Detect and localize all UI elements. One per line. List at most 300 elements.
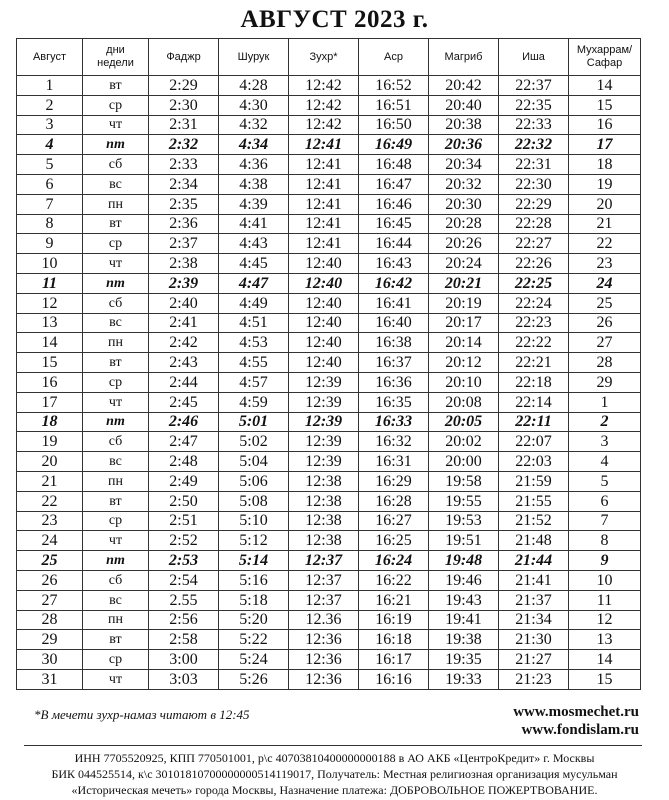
header-maghrib: Магриб	[429, 39, 499, 76]
table-row	[17, 630, 641, 650]
header-shuruk: Шурук	[219, 39, 289, 76]
day-cell: 10	[17, 254, 83, 274]
zuhr-cell: 12:40	[289, 273, 359, 293]
isha-cell: 21:34	[499, 610, 569, 630]
shuruk-cell: 4:49	[219, 293, 289, 313]
day-cell: 11	[17, 273, 83, 293]
table-row	[17, 333, 641, 353]
asr-cell: 16:29	[359, 471, 429, 491]
table-row	[17, 174, 641, 194]
isha-cell: 22:11	[499, 412, 569, 432]
zuhr-cell: 12:37	[289, 570, 359, 590]
table-row	[17, 313, 641, 333]
day-cell: 15	[17, 353, 83, 373]
asr-cell: 16:41	[359, 293, 429, 313]
isha-cell: 21:59	[499, 471, 569, 491]
shuruk-cell: 5:26	[219, 669, 289, 689]
header-weekday: дни недели	[83, 39, 149, 76]
hijri-cell: 3	[569, 432, 641, 452]
bank-details-line-3: «Историческая мечеть» города Москвы, Назначение платежа: ДОБРОВОЛЬНОЕ ПОЖЕРТВОВАНИЕ.	[71, 783, 598, 797]
hijri-cell: 17	[569, 135, 641, 155]
maghrib-cell: 19:55	[429, 491, 499, 511]
day-cell: 16	[17, 372, 83, 392]
asr-cell: 16:47	[359, 174, 429, 194]
shuruk-cell: 5:06	[219, 471, 289, 491]
weekday-cell: ср	[83, 95, 149, 115]
table-body	[17, 76, 641, 690]
fajr-cell: 2:45	[149, 392, 219, 412]
asr-cell: 16:22	[359, 570, 429, 590]
hijri-cell: 9	[569, 551, 641, 571]
zuhr-cell: 12:38	[289, 471, 359, 491]
table-row	[17, 432, 641, 452]
shuruk-cell: 5:16	[219, 570, 289, 590]
zuhr-cell: 12:38	[289, 511, 359, 531]
shuruk-cell: 5:14	[219, 551, 289, 571]
zuhr-cell: 12:39	[289, 392, 359, 412]
maghrib-cell: 20:28	[429, 214, 499, 234]
asr-cell: 16:49	[359, 135, 429, 155]
day-cell: 24	[17, 531, 83, 551]
hijri-cell: 28	[569, 353, 641, 373]
day-cell: 14	[17, 333, 83, 353]
table-row	[17, 570, 641, 590]
day-cell: 9	[17, 234, 83, 254]
hijri-cell: 23	[569, 254, 641, 274]
day-cell: 7	[17, 194, 83, 214]
shuruk-cell: 4:45	[219, 254, 289, 274]
asr-cell: 16:21	[359, 590, 429, 610]
asr-cell: 16:28	[359, 491, 429, 511]
fajr-cell: 2:42	[149, 333, 219, 353]
fajr-cell: 2:43	[149, 353, 219, 373]
asr-cell: 16:33	[359, 412, 429, 432]
table-row	[17, 511, 641, 531]
fajr-cell: 2:36	[149, 214, 219, 234]
isha-cell: 21:37	[499, 590, 569, 610]
table-row	[17, 293, 641, 313]
asr-cell: 16:24	[359, 551, 429, 571]
website-mosmechet[interactable]: www.mosmechet.ru	[513, 704, 639, 720]
asr-cell: 16:36	[359, 372, 429, 392]
weekday-cell: сб	[83, 155, 149, 175]
asr-cell: 16:17	[359, 650, 429, 670]
hijri-cell: 7	[569, 511, 641, 531]
shuruk-cell: 4:39	[219, 194, 289, 214]
weekday-cell: пт	[83, 135, 149, 155]
maghrib-cell: 19:33	[429, 669, 499, 689]
isha-cell: 22:35	[499, 95, 569, 115]
maghrib-cell: 19:43	[429, 590, 499, 610]
maghrib-cell: 20:36	[429, 135, 499, 155]
fajr-cell: 2:50	[149, 491, 219, 511]
header-fajr: Фаджр	[149, 39, 219, 76]
maghrib-cell: 20:05	[429, 412, 499, 432]
weekday-cell: чт	[83, 531, 149, 551]
day-cell: 5	[17, 155, 83, 175]
shuruk-cell: 4:47	[219, 273, 289, 293]
weekday-cell: вс	[83, 174, 149, 194]
shuruk-cell: 5:10	[219, 511, 289, 531]
table-row	[17, 353, 641, 373]
maghrib-cell: 20:00	[429, 452, 499, 472]
weekday-cell: ср	[83, 650, 149, 670]
zuhr-cell: 12:37	[289, 551, 359, 571]
day-cell: 3	[17, 115, 83, 135]
weekday-cell: сб	[83, 570, 149, 590]
fajr-cell: 2:49	[149, 471, 219, 491]
shuruk-cell: 4:51	[219, 313, 289, 333]
shuruk-cell: 4:55	[219, 353, 289, 373]
hijri-cell: 29	[569, 372, 641, 392]
fajr-cell: 2:35	[149, 194, 219, 214]
divider	[24, 745, 642, 746]
prayer-schedule-table	[16, 38, 641, 690]
shuruk-cell: 5:12	[219, 531, 289, 551]
hijri-cell: 4	[569, 452, 641, 472]
shuruk-cell: 4:41	[219, 214, 289, 234]
asr-cell: 16:35	[359, 392, 429, 412]
maghrib-cell: 19:48	[429, 551, 499, 571]
hijri-cell: 27	[569, 333, 641, 353]
maghrib-cell: 20:42	[429, 76, 499, 96]
isha-cell: 22:07	[499, 432, 569, 452]
day-cell: 17	[17, 392, 83, 412]
maghrib-cell: 20:21	[429, 273, 499, 293]
isha-cell: 22:27	[499, 234, 569, 254]
weekday-cell: вт	[83, 630, 149, 650]
isha-cell: 22:31	[499, 155, 569, 175]
hijri-cell: 24	[569, 273, 641, 293]
maghrib-cell: 19:35	[429, 650, 499, 670]
isha-cell: 21:48	[499, 531, 569, 551]
table-row	[17, 491, 641, 511]
zuhr-cell: 12:40	[289, 353, 359, 373]
maghrib-cell: 20:14	[429, 333, 499, 353]
table-row	[17, 610, 641, 630]
maghrib-cell: 20:30	[429, 194, 499, 214]
fajr-cell: 2:31	[149, 115, 219, 135]
zuhr-cell: 12:40	[289, 333, 359, 353]
shuruk-cell: 5:18	[219, 590, 289, 610]
hijri-cell: 8	[569, 531, 641, 551]
asr-cell: 16:40	[359, 313, 429, 333]
weekday-cell: сб	[83, 293, 149, 313]
fajr-cell: 2:52	[149, 531, 219, 551]
table-row	[17, 76, 641, 96]
maghrib-cell: 20:10	[429, 372, 499, 392]
maghrib-cell: 20:32	[429, 174, 499, 194]
table-row	[17, 214, 641, 234]
shuruk-cell: 5:22	[219, 630, 289, 650]
table-row	[17, 531, 641, 551]
table-row	[17, 155, 641, 175]
asr-cell: 16:51	[359, 95, 429, 115]
hijri-cell: 6	[569, 491, 641, 511]
weekday-cell: вс	[83, 452, 149, 472]
isha-cell: 21:30	[499, 630, 569, 650]
zuhr-cell: 12:37	[289, 590, 359, 610]
isha-cell: 21:52	[499, 511, 569, 531]
asr-cell: 16:44	[359, 234, 429, 254]
weekday-cell: пн	[83, 333, 149, 353]
asr-cell: 16:27	[359, 511, 429, 531]
isha-cell: 22:18	[499, 372, 569, 392]
zuhr-cell: 12:36	[289, 630, 359, 650]
zuhr-cell: 12:38	[289, 491, 359, 511]
hijri-cell: 13	[569, 630, 641, 650]
zuhr-cell: 12:42	[289, 76, 359, 96]
shuruk-cell: 4:36	[219, 155, 289, 175]
day-cell: 31	[17, 669, 83, 689]
fajr-cell: 2:46	[149, 412, 219, 432]
asr-cell: 16:19	[359, 610, 429, 630]
fajr-cell: 2:53	[149, 551, 219, 571]
hijri-cell: 1	[569, 392, 641, 412]
fajr-cell: 2:51	[149, 511, 219, 531]
asr-cell: 16:48	[359, 155, 429, 175]
maghrib-cell: 19:41	[429, 610, 499, 630]
hijri-cell: 14	[569, 650, 641, 670]
isha-cell: 22:21	[499, 353, 569, 373]
fajr-cell: 2:37	[149, 234, 219, 254]
zuhr-cell: 12:41	[289, 234, 359, 254]
table-row	[17, 590, 641, 610]
asr-cell: 16:52	[359, 76, 429, 96]
table-row	[17, 551, 641, 571]
fajr-cell: 2:33	[149, 155, 219, 175]
shuruk-cell: 5:20	[219, 610, 289, 630]
hijri-cell: 16	[569, 115, 641, 135]
hijri-cell: 11	[569, 590, 641, 610]
header-isha: Иша	[499, 39, 569, 76]
table-row	[17, 471, 641, 491]
maghrib-cell: 19:53	[429, 511, 499, 531]
isha-cell: 21:27	[499, 650, 569, 670]
zuhr-cell: 12:41	[289, 214, 359, 234]
weekday-cell: чт	[83, 115, 149, 135]
table-row	[17, 669, 641, 689]
isha-cell: 22:32	[499, 135, 569, 155]
day-cell: 12	[17, 293, 83, 313]
hijri-cell: 21	[569, 214, 641, 234]
fajr-cell: 2:29	[149, 76, 219, 96]
weekday-cell: пн	[83, 610, 149, 630]
isha-cell: 22:14	[499, 392, 569, 412]
isha-cell: 21:23	[499, 669, 569, 689]
zuhr-cell: 12:42	[289, 95, 359, 115]
maghrib-cell: 19:58	[429, 471, 499, 491]
bank-details-line-2: БИК 044525514, к\с 30101810700000000514119017, Получатель: Местная религиозная организация мусульман	[51, 767, 618, 781]
table-row	[17, 650, 641, 670]
fajr-cell: 2:48	[149, 452, 219, 472]
asr-cell: 16:45	[359, 214, 429, 234]
hijri-cell: 10	[569, 570, 641, 590]
isha-cell: 22:23	[499, 313, 569, 333]
zuhr-cell: 12:39	[289, 412, 359, 432]
zuhr-cell: 12:39	[289, 432, 359, 452]
hijri-cell: 12	[569, 610, 641, 630]
maghrib-cell: 20:08	[429, 392, 499, 412]
maghrib-cell: 20:38	[429, 115, 499, 135]
shuruk-cell: 5:04	[219, 452, 289, 472]
zuhr-cell: 12:39	[289, 452, 359, 472]
shuruk-cell: 4:38	[219, 174, 289, 194]
asr-cell: 16:43	[359, 254, 429, 274]
day-cell: 21	[17, 471, 83, 491]
isha-cell: 22:29	[499, 194, 569, 214]
day-cell: 26	[17, 570, 83, 590]
day-cell: 1	[17, 76, 83, 96]
isha-cell: 22:03	[499, 452, 569, 472]
shuruk-cell: 4:28	[219, 76, 289, 96]
isha-cell: 22:30	[499, 174, 569, 194]
zuhr-cell: 12:38	[289, 531, 359, 551]
maghrib-cell: 20:02	[429, 432, 499, 452]
asr-cell: 16:25	[359, 531, 429, 551]
shuruk-cell: 5:01	[219, 412, 289, 432]
day-cell: 19	[17, 432, 83, 452]
table-row	[17, 194, 641, 214]
fajr-cell: 2:54	[149, 570, 219, 590]
maghrib-cell: 19:38	[429, 630, 499, 650]
fajr-cell: 2:30	[149, 95, 219, 115]
hijri-cell: 22	[569, 234, 641, 254]
shuruk-cell: 4:32	[219, 115, 289, 135]
day-cell: 20	[17, 452, 83, 472]
header-zuhr: Зухр*	[289, 39, 359, 76]
shuruk-cell: 4:59	[219, 392, 289, 412]
day-cell: 8	[17, 214, 83, 234]
fajr-cell: 2:41	[149, 313, 219, 333]
isha-cell: 21:41	[499, 570, 569, 590]
zuhr-cell: 12:36	[289, 650, 359, 670]
asr-cell: 16:31	[359, 452, 429, 472]
bank-details-line-1: ИНН 7705520925, КПП 770501001, р\с 40703810400000000188 в АО АКБ «ЦентроКредит» г. Москвы	[74, 751, 595, 765]
weekday-cell: вт	[83, 353, 149, 373]
weekday-cell: вс	[83, 313, 149, 333]
weekday-cell: сб	[83, 432, 149, 452]
maghrib-cell: 20:26	[429, 234, 499, 254]
maghrib-cell: 19:46	[429, 570, 499, 590]
header-day: Август	[17, 39, 83, 76]
shuruk-cell: 5:24	[219, 650, 289, 670]
weekday-cell: чт	[83, 669, 149, 689]
table-row	[17, 254, 641, 274]
shuruk-cell: 4:57	[219, 372, 289, 392]
hijri-cell: 18	[569, 155, 641, 175]
table-row	[17, 115, 641, 135]
fajr-cell: 2:56	[149, 610, 219, 630]
day-cell: 6	[17, 174, 83, 194]
zuhr-cell: 12:41	[289, 194, 359, 214]
day-cell: 4	[17, 135, 83, 155]
day-cell: 2	[17, 95, 83, 115]
day-cell: 13	[17, 313, 83, 333]
zuhr-cell: 12:40	[289, 313, 359, 333]
asr-cell: 16:38	[359, 333, 429, 353]
weekday-cell: вт	[83, 76, 149, 96]
zuhr-cell: 12:40	[289, 293, 359, 313]
zuhr-cell: 12:40	[289, 254, 359, 274]
table-row	[17, 452, 641, 472]
fajr-cell: 2.55	[149, 590, 219, 610]
table-row	[17, 273, 641, 293]
fajr-cell: 2:40	[149, 293, 219, 313]
weekday-cell: вт	[83, 214, 149, 234]
day-cell: 22	[17, 491, 83, 511]
isha-cell: 22:22	[499, 333, 569, 353]
weekday-cell: пт	[83, 551, 149, 571]
table-row	[17, 135, 641, 155]
asr-cell: 16:18	[359, 630, 429, 650]
hijri-cell: 15	[569, 95, 641, 115]
website-fondislam[interactable]: www.fondislam.ru	[521, 722, 639, 738]
weekday-cell: ср	[83, 372, 149, 392]
day-cell: 30	[17, 650, 83, 670]
weekday-cell: чт	[83, 392, 149, 412]
weekday-cell: чт	[83, 254, 149, 274]
day-cell: 25	[17, 551, 83, 571]
zuhr-cell: 12:36	[289, 669, 359, 689]
maghrib-cell: 20:19	[429, 293, 499, 313]
maghrib-cell: 20:12	[429, 353, 499, 373]
isha-cell: 22:25	[499, 273, 569, 293]
isha-cell: 22:26	[499, 254, 569, 274]
isha-cell: 21:55	[499, 491, 569, 511]
asr-cell: 16:37	[359, 353, 429, 373]
hijri-cell: 26	[569, 313, 641, 333]
weekday-cell: пт	[83, 412, 149, 432]
day-cell: 23	[17, 511, 83, 531]
zuhr-cell: 12:41	[289, 174, 359, 194]
hijri-cell: 14	[569, 76, 641, 96]
fajr-cell: 2:47	[149, 432, 219, 452]
weekday-cell: пн	[83, 471, 149, 491]
zuhr-cell: 12.36	[289, 610, 359, 630]
fajr-cell: 3:00	[149, 650, 219, 670]
isha-cell: 22:37	[499, 76, 569, 96]
table-row	[17, 372, 641, 392]
isha-cell: 21:44	[499, 551, 569, 571]
fajr-cell: 2:38	[149, 254, 219, 274]
table-row	[17, 392, 641, 412]
asr-cell: 16:42	[359, 273, 429, 293]
weekday-cell: пт	[83, 273, 149, 293]
zuhr-cell: 12:42	[289, 115, 359, 135]
weekday-cell: вс	[83, 590, 149, 610]
table-row	[17, 234, 641, 254]
zuhr-cell: 12:39	[289, 372, 359, 392]
table-header-row	[17, 39, 641, 76]
day-cell: 27	[17, 590, 83, 610]
maghrib-cell: 20:34	[429, 155, 499, 175]
header-asr: Аср	[359, 39, 429, 76]
page-title: АВГУСТ 2023 г.	[240, 6, 429, 33]
weekday-cell: ср	[83, 511, 149, 531]
isha-cell: 22:28	[499, 214, 569, 234]
hijri-cell: 20	[569, 194, 641, 214]
shuruk-cell: 4:34	[219, 135, 289, 155]
asr-cell: 16:16	[359, 669, 429, 689]
maghrib-cell: 20:24	[429, 254, 499, 274]
hijri-cell: 15	[569, 669, 641, 689]
table-row	[17, 412, 641, 432]
day-cell: 18	[17, 412, 83, 432]
hijri-cell: 19	[569, 174, 641, 194]
maghrib-cell: 20:40	[429, 95, 499, 115]
asr-cell: 16:32	[359, 432, 429, 452]
